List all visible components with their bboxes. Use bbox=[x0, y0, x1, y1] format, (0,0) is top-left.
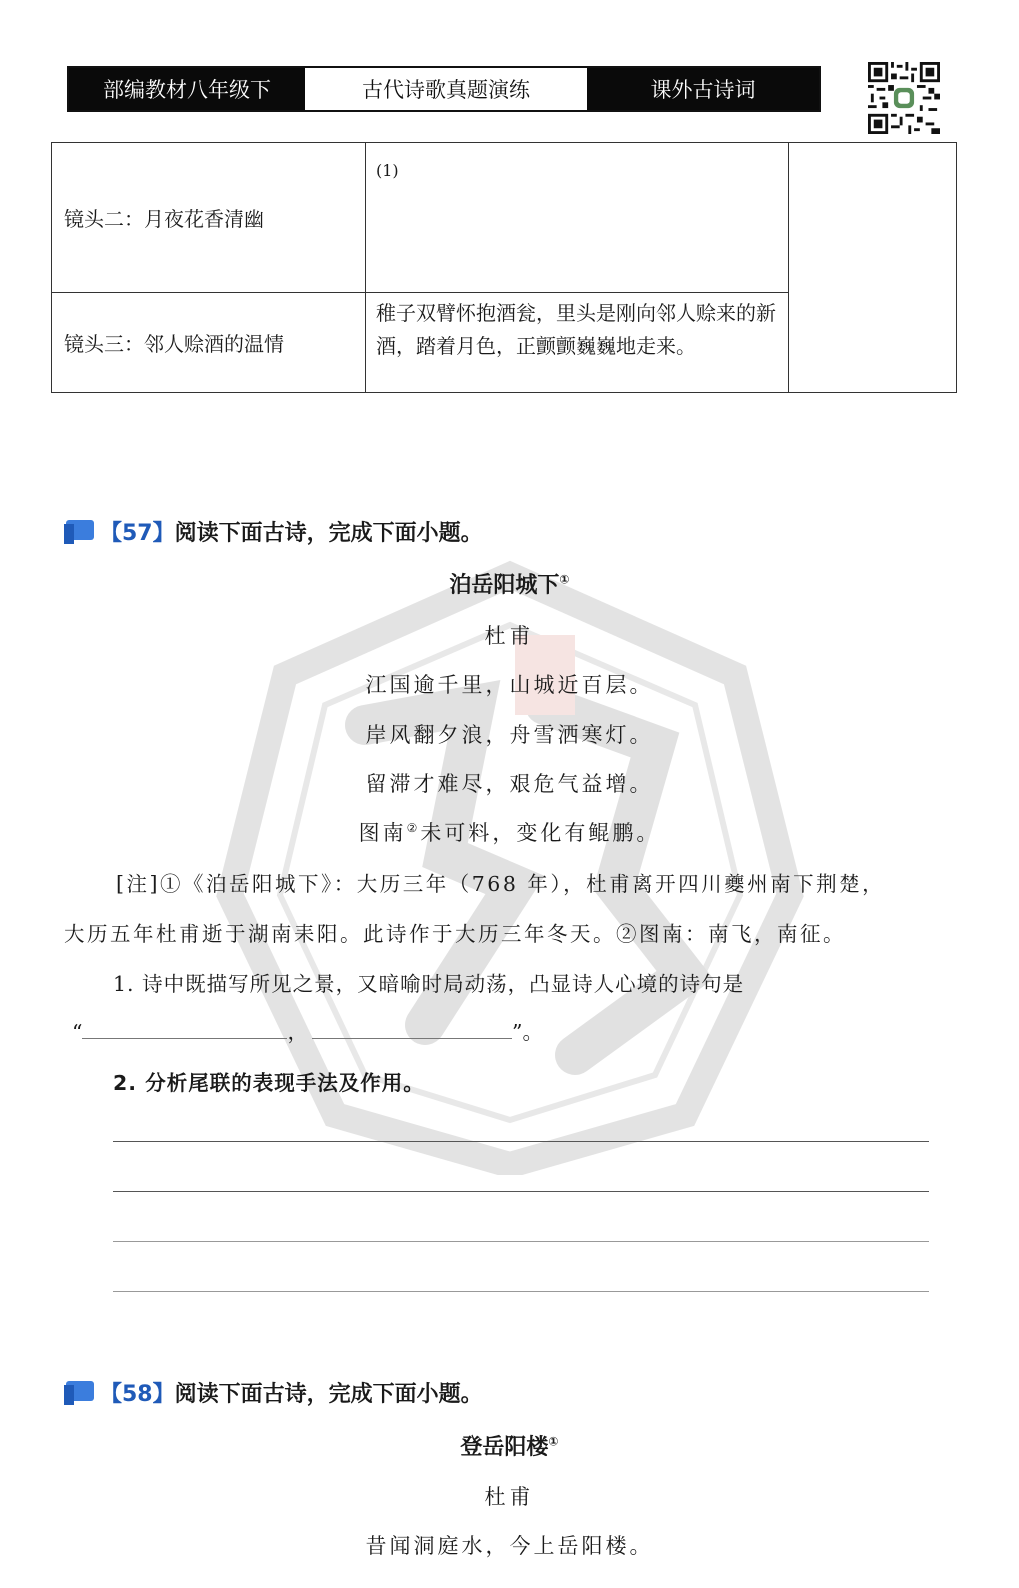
question-1: 1. 诗中既描写所见之景，又暗喻时局动荡，凸显诗人心境的诗句是 bbox=[113, 972, 745, 996]
poem-author: 杜甫 bbox=[484, 624, 535, 648]
poem-note: [注]①《泊岳阳城下》：大历三年（768 年），杜甫离开四川夔州南下荆楚， bbox=[116, 872, 886, 896]
table-row-label: 镜头二：月夜花香清幽 bbox=[52, 143, 366, 293]
tab-grade: 部编教材八年级下 bbox=[69, 68, 305, 110]
answer-line[interactable] bbox=[113, 1191, 929, 1192]
question-58-header bbox=[64, 1377, 483, 1408]
answer-blank[interactable] bbox=[82, 1016, 287, 1039]
poem-author: 杜甫 bbox=[484, 1485, 535, 1509]
tab-practice: 古代诗歌真题演练 bbox=[305, 68, 587, 110]
question-instruction: 阅读下面古诗，完成下面小题。 bbox=[174, 1382, 483, 1407]
answer-line[interactable] bbox=[113, 1241, 929, 1242]
poem-line: 图南②未可料，变化有鲲鹏。 bbox=[358, 821, 661, 845]
table-row-label: 镜头三：邻人赊酒的温情 bbox=[52, 293, 366, 393]
answer-line[interactable] bbox=[113, 1291, 929, 1292]
poem-title: 泊岳阳城下① bbox=[449, 572, 570, 598]
answer-line[interactable] bbox=[113, 1141, 929, 1142]
table-cell-answer: (1) bbox=[366, 143, 789, 293]
tab-extracurricular: 课外古诗词 bbox=[587, 68, 819, 110]
question-1-blanks: “ ， ”。 bbox=[72, 1015, 543, 1045]
table-cell-empty bbox=[789, 143, 957, 393]
bookmark-icon bbox=[64, 520, 94, 544]
question-2: 2. 分析尾联的表现手法及作用。 bbox=[113, 1071, 425, 1095]
table-cell-content: 稚子双臂怀抱酒瓮，里头是刚向邻人赊来的新酒，踏着月色，正颤颤巍巍地走来。 bbox=[366, 293, 789, 393]
question-number: 【58】 bbox=[100, 1382, 175, 1407]
question-number: 【57】 bbox=[100, 521, 175, 546]
bookmark-icon bbox=[64, 1381, 94, 1405]
poem-note-cont: 大历五年杜甫逝于湖南耒阳。此诗作于大历三年冬天。②图南：南飞，南征。 bbox=[64, 922, 846, 946]
poem-line: 江国逾千里，山城近百层。 bbox=[365, 673, 654, 697]
header-tabs bbox=[67, 66, 821, 112]
qr-code-icon bbox=[868, 62, 940, 134]
answer-blank[interactable] bbox=[312, 1016, 512, 1039]
poem-title: 登岳阳楼① bbox=[460, 1434, 559, 1460]
poem-line: 岸风翻夕浪，舟雪洒寒灯。 bbox=[365, 723, 654, 747]
poem-line: 留滞才难尽，艰危气益增。 bbox=[365, 772, 654, 796]
question-instruction: 阅读下面古诗，完成下面小题。 bbox=[174, 521, 483, 546]
scene-table bbox=[51, 142, 957, 393]
question-57-header bbox=[64, 516, 483, 547]
poem-line: 昔闻洞庭水，今上岳阳楼。 bbox=[365, 1534, 654, 1558]
